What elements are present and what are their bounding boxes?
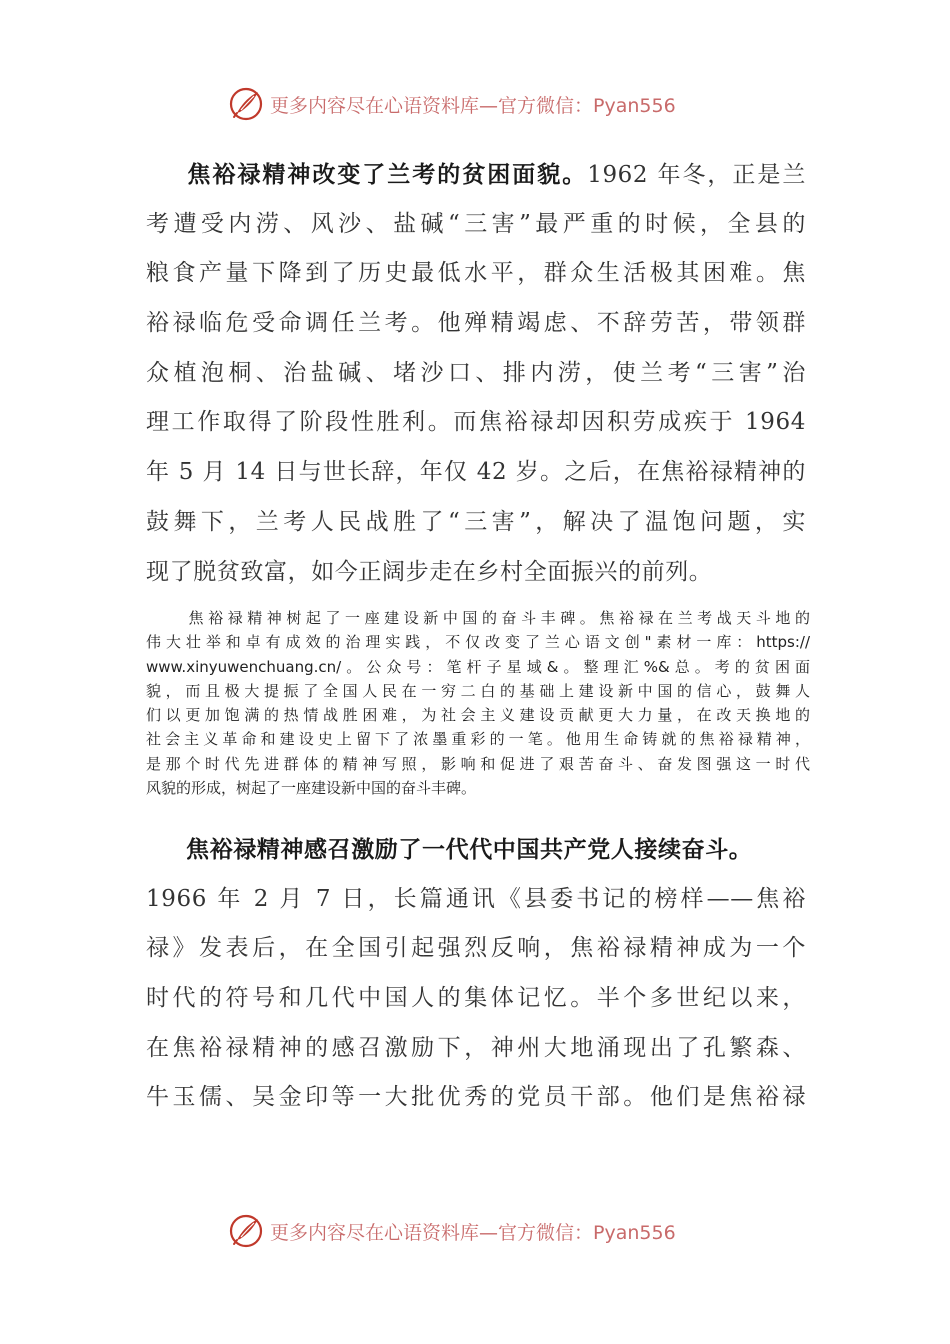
text-line — [146, 150, 806, 200]
paragraph-inspiration — [146, 825, 806, 1123]
text-line: 鼓舞下，兰考人民战胜了“三害”，解决了温饱问题，实 — [146, 508, 806, 535]
footer-banner — [228, 1211, 748, 1251]
text-line: 社会主义革命和建设史上留下了浓墨重彩的一笔。他用生命铸就的焦裕禄精神， — [146, 730, 810, 749]
paragraph-heading: 焦裕禄精神改变了兰考的贫困面貌。 — [186, 161, 588, 188]
text-line: 禄》发表后，在全国引起强烈反响，焦裕禄精神成为一个 — [146, 935, 806, 962]
text-line: 众植泡桐、治盐碱、堵沙口、排内涝，使兰考“三害”治 — [146, 359, 806, 386]
header-banner — [228, 84, 748, 124]
text-line: 在焦裕禄精神的感召激励下，神州大地涌现出了孔繁森、 — [146, 1034, 806, 1061]
header-text: 更多内容尽在心语资料库—官方微信：Pyan556 — [270, 94, 676, 117]
text-line: 伟大壮举和卓有成效的治理实践，不仅改变了兰心语文创"素材一库：https:// — [146, 633, 810, 652]
text-line: 现了脱贫致富，如今正阔步走在乡村全面振兴的前列。 — [146, 558, 713, 585]
text-line: 裕禄临危受命调任兰考。他殚精竭虑、不辞劳苦，带领群 — [146, 310, 806, 337]
text-line: 粮食产量下降到了历史最低水平，群众生活极其困难。焦 — [146, 260, 806, 287]
footer-text: 更多内容尽在心语资料库—官方微信：Pyan556 — [270, 1221, 676, 1244]
text-line: 是那个时代先进群体的精神写照，影响和促进了艰苦奋斗、奋发图强这一时代 — [146, 754, 810, 773]
quill-pen-logo-icon — [228, 1213, 264, 1249]
text-line: 考遭受内涝、风沙、盐碱“三害”最严重的时候，全县的 — [146, 210, 806, 237]
paragraph-monument — [146, 606, 810, 800]
text-run: 1962 年冬，正是兰 — [587, 162, 806, 188]
text-line: 年 5 月 14 日与世长辞，年仅 42 岁。之后，在焦裕禄精神的 — [146, 459, 806, 486]
text-line — [146, 825, 806, 875]
text-line: 貌，而且极大提振了全国人民在一穷二白的基础上建设新中国的信心，鼓舞人 — [146, 681, 810, 700]
text-line: www.xinyuwenchuang.cn/。公众号：笔杆子星域&。整理汇%&总。考的贫困面 — [146, 657, 810, 676]
text-line: 风貌的形成，树起了一座建设新中国的奋斗丰碑。 — [146, 779, 477, 798]
text-line: 牛玉儒、吴金印等一大批优秀的党员干部。他们是焦裕禄 — [146, 1084, 806, 1111]
paragraph-lankao-poverty — [146, 150, 806, 597]
text-line: 1966 年 2 月 7 日，长篇通讯《县委书记的榜样——焦裕 — [146, 885, 806, 912]
text-line: 们以更加饱满的热情战胜困难，为社会主义建设贡献更大力量，在改天换地的 — [146, 706, 810, 725]
text-line: 焦裕禄精神树起了一座建设新中国的奋斗丰碑。焦裕禄在兰考战天斗地的 — [184, 609, 810, 627]
text-line: 时代的符号和几代中国人的集体记忆。半个多世纪以来， — [146, 985, 806, 1012]
text-line: 理工作取得了阶段性胜利。而焦裕禄却因积劳成疾于 1964 — [146, 409, 806, 436]
quill-pen-logo-icon — [228, 86, 264, 122]
paragraph-heading: 焦裕禄精神感召激励了一代代中国共产党人接续奋斗。 — [186, 836, 753, 863]
